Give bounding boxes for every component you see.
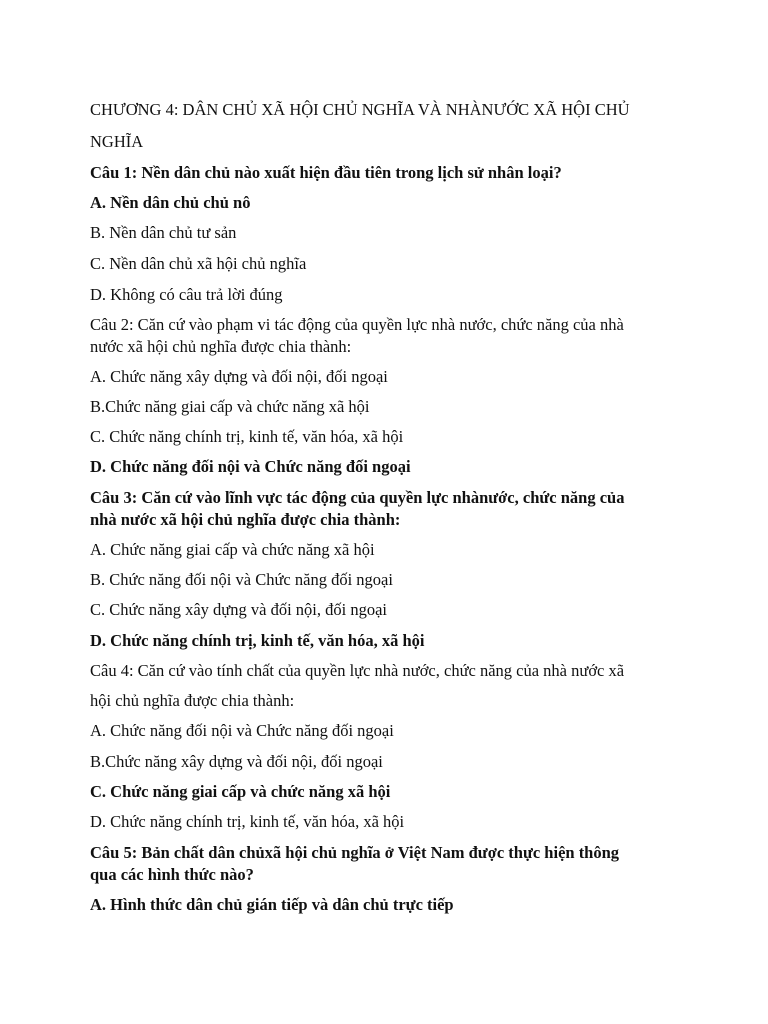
question-5-option-a: A. Hình thức dân chủ gián tiếp và dân chủ trực tiếp — [90, 895, 454, 914]
question-1-option-c: C. Nền dân chủ xã hội chủ nghĩa — [90, 254, 307, 273]
question-1-option-d: D. Không có câu trả lời đúng — [90, 285, 283, 304]
question-3-option-a: A. Chức năng giai cấp và chức năng xã hội — [90, 540, 375, 559]
question-4-line-2: hội chủ nghĩa được chia thành: — [90, 691, 295, 710]
question-1-option-b: B. Nền dân chủ tư sản — [90, 223, 237, 242]
question-3-line-2: nhà nước xã hội chủ nghĩa được chia thành: — [90, 510, 401, 529]
question-4-line-1: Câu 4: Căn cứ vào tính chất của quyền lực nhà nước, chức năng của nhà nước xã — [90, 661, 625, 680]
question-2-option-c: C. Chức năng chính trị, kinh tế, văn hóa, xã hội — [90, 427, 404, 446]
question-1: Câu 1: Nền dân chủ nào xuất hiện đầu tiên trong lịch sử nhân loại? — [90, 163, 562, 182]
question-3-option-c: C. Chức năng xây dựng và đối nội, đối ngoại — [90, 600, 387, 619]
question-3-option-b: B. Chức năng đối nội và Chức năng đối ngoại — [90, 570, 393, 589]
question-2-line-1: Câu 2: Căn cứ vào phạm vi tác động của quyền lực nhà nước, chức năng của nhà — [90, 315, 624, 334]
question-5-line-1: Câu 5: Bản chất dân chủxã hội chủ nghĩa ở Việt Nam được thực hiện thông — [90, 843, 620, 862]
question-4-option-d: D. Chức năng chính trị, kinh tế, văn hóa, xã hội — [90, 812, 405, 831]
question-4-option-b: B.Chức năng xây dựng và đối nội, đối ngoại — [90, 752, 383, 771]
question-1-option-a: A. Nền dân chủ chủ nô — [90, 193, 251, 212]
question-5-line-2: qua các hình thức nào? — [90, 865, 254, 884]
question-2-line-2: nước xã hội chủ nghĩa được chia thành: — [90, 337, 352, 356]
chapter-title-line-2: NGHĨA — [90, 132, 144, 151]
question-2-option-d: D. Chức năng đối nội và Chức năng đối ngoại — [90, 457, 411, 476]
question-2-option-a: A. Chức năng xây dựng và đối nội, đối ngoại — [90, 367, 388, 386]
question-4-option-a: A. Chức năng đối nội và Chức năng đối ngoại — [90, 721, 394, 740]
question-2-option-b: B.Chức năng giai cấp và chức năng xã hội — [90, 397, 370, 416]
question-3-option-d: D. Chức năng chính trị, kinh tế, văn hóa, xã hội — [90, 631, 425, 650]
question-3-line-1: Câu 3: Căn cứ vào lĩnh vực tác động của quyền lực nhànước, chức năng của — [90, 488, 625, 507]
chapter-title-line-1: CHƯƠNG 4: DÂN CHỦ XÃ HỘI CHỦ NGHĨA VÀ NHÀNƯỚC XÃ HỘI CHỦ — [90, 100, 630, 119]
question-4-option-c: C. Chức năng giai cấp và chức năng xã hội — [90, 782, 391, 801]
